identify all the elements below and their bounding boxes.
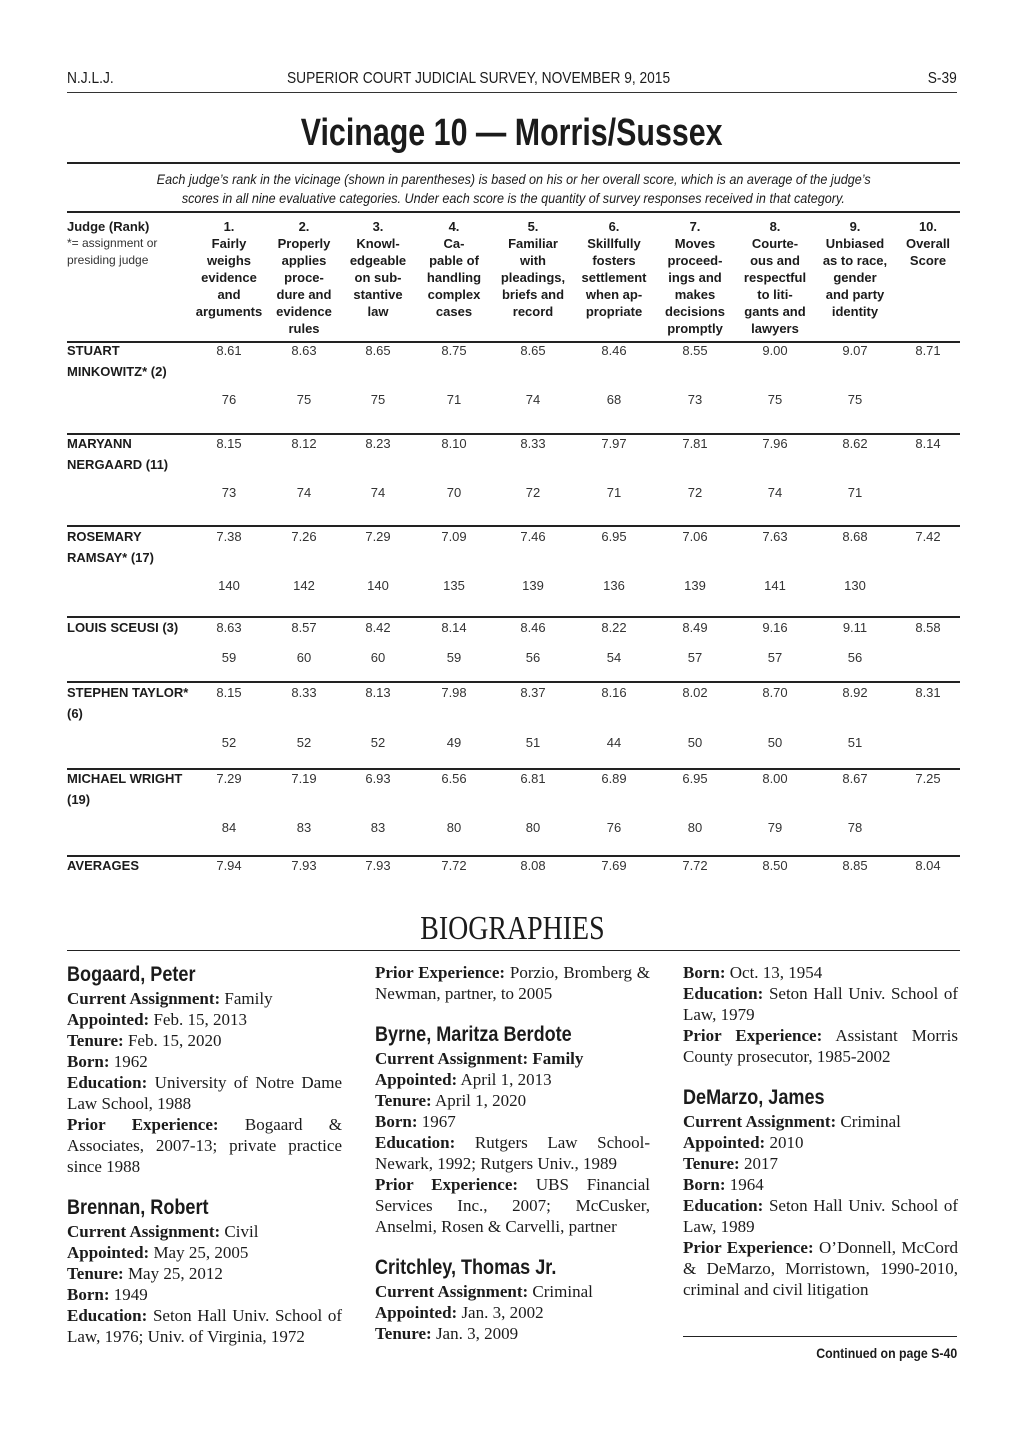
score-cell: 9.00 [762,343,788,358]
response-count-cell: 142 [293,578,315,593]
score-cell: 8.65 [365,343,391,358]
score-cell: 7.29 [365,529,391,544]
score-cell: 7.81 [682,436,708,451]
judge-name: LOUIS SCEUSI (3) [67,620,179,635]
score-cell: 9.07 [842,343,868,358]
score-cell: 8.23 [365,436,391,451]
score-cell: 8.15 [216,436,242,451]
response-count-cell: 140 [367,578,389,593]
response-count-cell: 52 [370,735,386,750]
average-score-cell: 7.93 [365,858,391,873]
score-cell: 7.38 [216,529,242,544]
average-score-cell: 7.69 [601,858,627,873]
score-cell: 6.93 [365,771,391,786]
score-cell: 7.09 [441,529,467,544]
score-cell: 8.14 [441,620,467,635]
average-score-cell: 8.08 [520,858,546,873]
response-count-cell: 44 [606,735,622,750]
score-cell: 8.63 [291,343,317,358]
response-count-cell: 71 [446,392,462,407]
score-cell: 6.81 [520,771,546,786]
response-count-cell: 51 [847,735,863,750]
running-head [67,68,957,93]
response-count-cell: 59 [221,650,237,665]
bio-name-byrne: Byrne, Maritza Berdote [375,1023,572,1046]
response-count-cell: 75 [370,392,386,407]
response-count-cell: 52 [296,735,312,750]
column-header-7: 7. Moves proceed- ings and makes decisions promptly [665,219,725,336]
score-cell: 8.55 [682,343,708,358]
bio-name-bogaard: Bogaard, Peter [67,963,196,986]
response-count-cell: 57 [687,650,703,665]
page-number: S-39 [927,70,957,87]
score-cell: 8.37 [520,685,546,700]
score-cell: 7.63 [762,529,788,544]
response-count-cell: 60 [370,650,386,665]
average-score-cell: 7.93 [291,858,317,873]
average-score-cell: 7.94 [216,858,242,873]
response-count-cell: 70 [446,485,462,500]
response-count-cell: 57 [767,650,783,665]
response-count-cell: 74 [296,485,312,500]
response-count-cell: 50 [687,735,703,750]
score-cell: 8.70 [762,685,788,700]
score-cell: 8.02 [682,685,708,700]
response-count-cell: 80 [687,820,703,835]
score-cell: 8.14 [915,436,941,451]
response-count-cell: 75 [296,392,312,407]
response-count-cell: 71 [847,485,863,500]
judge-column-header: Judge (Rank) *= assignment or presiding judge [67,219,158,267]
column-header-10: 10. Overall Score [905,219,951,268]
score-cell: 8.15 [216,685,242,700]
score-cell: 6.95 [601,529,627,544]
bio-column-1: Bogaard, Peter Current Assignment: Family Appointed: Feb. 15, 2013 Tenure: Feb. 15, 2020 Born: 1962 Education: University of Notre Dame Law School, 1988 Prior Experience: Bogaard & Associates, 2007-13; private practice since 1988 Brennan, Robert Current Assignment: Civil Appointed: May 25, 2005 Tenure: May 25, 2012 Born: 1949 Education: Seton Hall Univ. School of Law, 1976; Univ. of Virginia, 1972 [67,963,343,1346]
response-count-cell: 72 [687,485,703,500]
response-count-cell: 60 [296,650,312,665]
averages-label: AVERAGES [67,858,139,873]
judge-name: ROSEMARY RAMSAY* (17) [67,529,154,565]
bio-name-demarzo: DeMarzo, James [683,1086,825,1109]
score-cell: 7.46 [520,529,546,544]
average-score-cell: 8.50 [762,858,788,873]
score-cell: 8.10 [441,436,467,451]
response-count-cell: 79 [767,820,783,835]
score-cell: 8.67 [842,771,868,786]
score-cell: 8.58 [915,620,941,635]
response-count-cell: 76 [606,820,622,835]
response-count-cell: 74 [370,485,386,500]
score-cell: 6.56 [441,771,467,786]
response-count-cell: 68 [606,392,622,407]
score-cell: 7.98 [441,685,467,700]
score-cell: 7.26 [291,529,317,544]
title-rule [67,162,960,164]
response-count-cell: 56 [525,650,541,665]
average-score-cell: 8.04 [915,858,941,873]
column-header-5: 5. Familiar with pleadings, briefs and record [500,219,566,319]
response-count-cell: 73 [687,392,703,407]
score-cell: 8.65 [520,343,546,358]
response-count-cell: 139 [684,578,706,593]
score-cell: 8.00 [762,771,788,786]
survey-title: SUPERIOR COURT JUDICIAL SURVEY, NOVEMBER 9, 2015 [287,70,671,87]
bio-name-brennan: Brennan, Robert [67,1196,209,1219]
score-cell: 8.31 [915,685,941,700]
score-cell: 8.13 [365,685,391,700]
page-title: Vicinage 10 — Morris/Sussex [301,112,723,154]
response-count-cell: 73 [221,485,237,500]
score-cell: 7.29 [216,771,242,786]
column-header-1: 1. Fairly weighs evidence and arguments [195,219,263,319]
score-cell: 8.63 [216,620,242,635]
score-cell: 6.89 [601,771,627,786]
response-count-cell: 52 [221,735,237,750]
score-cell: 8.71 [915,343,941,358]
score-cell: 8.68 [842,529,868,544]
response-count-cell: 75 [847,392,863,407]
score-cell: 8.12 [291,436,317,451]
response-count-cell: 51 [525,735,541,750]
column-header-4: 4. Ca- pable of handling complex cases [426,219,482,319]
response-count-cell: 76 [221,392,237,407]
score-cell: 8.42 [365,620,391,635]
column-header-3: 3. Knowl- edgeable on sub- stantive law [349,219,407,319]
intro-text [67,170,960,208]
bio-column-3: Born: Oct. 13, 1954 Education: Seton Hall Univ. School of Law, 1979 Prior Experience: Assistant Morris County prosecutor, 1985-2002 DeMarzo, James Current Assignment: Criminal Appointed: 2010 Tenure: 2017 Born: 1964 Education: Seton Hall Univ. School of Law, 1989 Prior Experience: O’Donnell, McCord & DeMarzo, Morristown, 1990-2010, criminal and civil litigation [683,963,958,1299]
response-count-cell: 71 [606,485,622,500]
score-cell: 8.33 [291,685,317,700]
score-cell: 8.33 [520,436,546,451]
score-cell: 8.75 [441,343,467,358]
average-score-cell: 7.72 [682,858,708,873]
judge-name: MARYANN NERGAARD (11) [67,436,169,472]
response-count-cell: 83 [296,820,312,835]
score-cell: 6.95 [682,771,708,786]
response-count-cell: 140 [218,578,240,593]
response-count-cell: 84 [221,820,237,835]
response-count-cell: 130 [844,578,866,593]
score-cell: 8.46 [520,620,546,635]
response-count-cell: 139 [522,578,544,593]
response-count-cell: 50 [767,735,783,750]
score-cell: 9.11 [842,620,868,635]
score-cell: 8.16 [601,685,627,700]
response-count-cell: 80 [525,820,541,835]
column-header-6: 6. Skillfully fosters settlement when ap- propriate [581,219,647,319]
response-count-cell: 59 [446,650,462,665]
response-count-cell: 56 [847,650,863,665]
biographies-heading: BIOGRAPHIES [419,910,605,947]
score-cell: 7.19 [291,771,317,786]
score-cell: 8.22 [601,620,627,635]
continued-link[interactable]: Continued on page S-40 [815,1345,957,1361]
score-cell: 7.97 [601,436,627,451]
response-count-cell: 74 [767,485,783,500]
score-cell: 8.62 [842,436,868,451]
judge-name: STUART MINKOWITZ* (2) [67,343,167,379]
journal-abbrev: N.J.L.J. [67,70,114,87]
intro-line-1: Each judge’s rank in the vicinage (shown in parentheses) is based on his or her overall score, which is an average of the judge’s [156,171,871,187]
score-cell: 8.61 [216,343,242,358]
continued-rule [683,1336,957,1337]
response-count-cell: 75 [767,392,783,407]
score-cell: 8.57 [291,620,317,635]
biographies-rule [67,950,960,951]
response-count-cell: 74 [525,392,541,407]
score-cell: 7.25 [915,771,941,786]
bio-name-critchley: Critchley, Thomas Jr. [375,1256,557,1279]
average-score-cell: 7.72 [441,858,467,873]
average-score-cell: 8.85 [842,858,868,873]
column-header-8: 8. Courte- ous and respectful to liti- gants and lawyers [743,219,807,336]
score-cell: 7.06 [682,529,708,544]
response-count-cell: 83 [370,820,386,835]
score-cell: 8.49 [682,620,708,635]
score-cell: 7.42 [915,529,941,544]
judge-name: MICHAEL WRIGHT (19) [67,771,183,807]
intro-line-2: scores in all nine evaluative categories. Under each score is the quantity of survey responses received in that category. [181,190,846,206]
response-count-cell: 78 [847,820,863,835]
table-top-rule [67,211,960,213]
judge-name: STEPHEN TAYLOR* (6) [67,685,189,721]
response-count-cell: 72 [525,485,541,500]
score-cell: 7.96 [762,436,788,451]
response-count-cell: 136 [603,578,625,593]
response-count-cell: 49 [446,735,462,750]
score-cell: 8.92 [842,685,868,700]
column-header-2: 2. Properly applies proce- dure and evidence rules [276,219,332,336]
column-header-9: 9. Unbiased as to race, gender and party identity [822,219,888,319]
response-count-cell: 80 [446,820,462,835]
score-cell: 8.46 [601,343,627,358]
bio-column-2: Prior Experience: Porzio, Bromberg & Newman, partner, to 2005 Byrne, Maritza Berdote Current Assignment: Family Appointed: April 1, 2013 Tenure: April 1, 2020 Born: 1967 Education: Rutgers Law School-Newark, 1992; Rutgers Univ., 1989 Prior Experience: UBS Financial Services Inc., 2007; McCusker, Anselmi, Rosen & Carvelli, partner Critchley, Thomas Jr. Current Assignment: Criminal Appointed: Jan. 3, 2002 Tenure: Jan. 3, 2009 [375,963,650,1343]
response-count-cell: 54 [606,650,622,665]
response-count-cell: 135 [443,578,465,593]
score-cell: 9.16 [762,620,788,635]
response-count-cell: 141 [764,578,786,593]
